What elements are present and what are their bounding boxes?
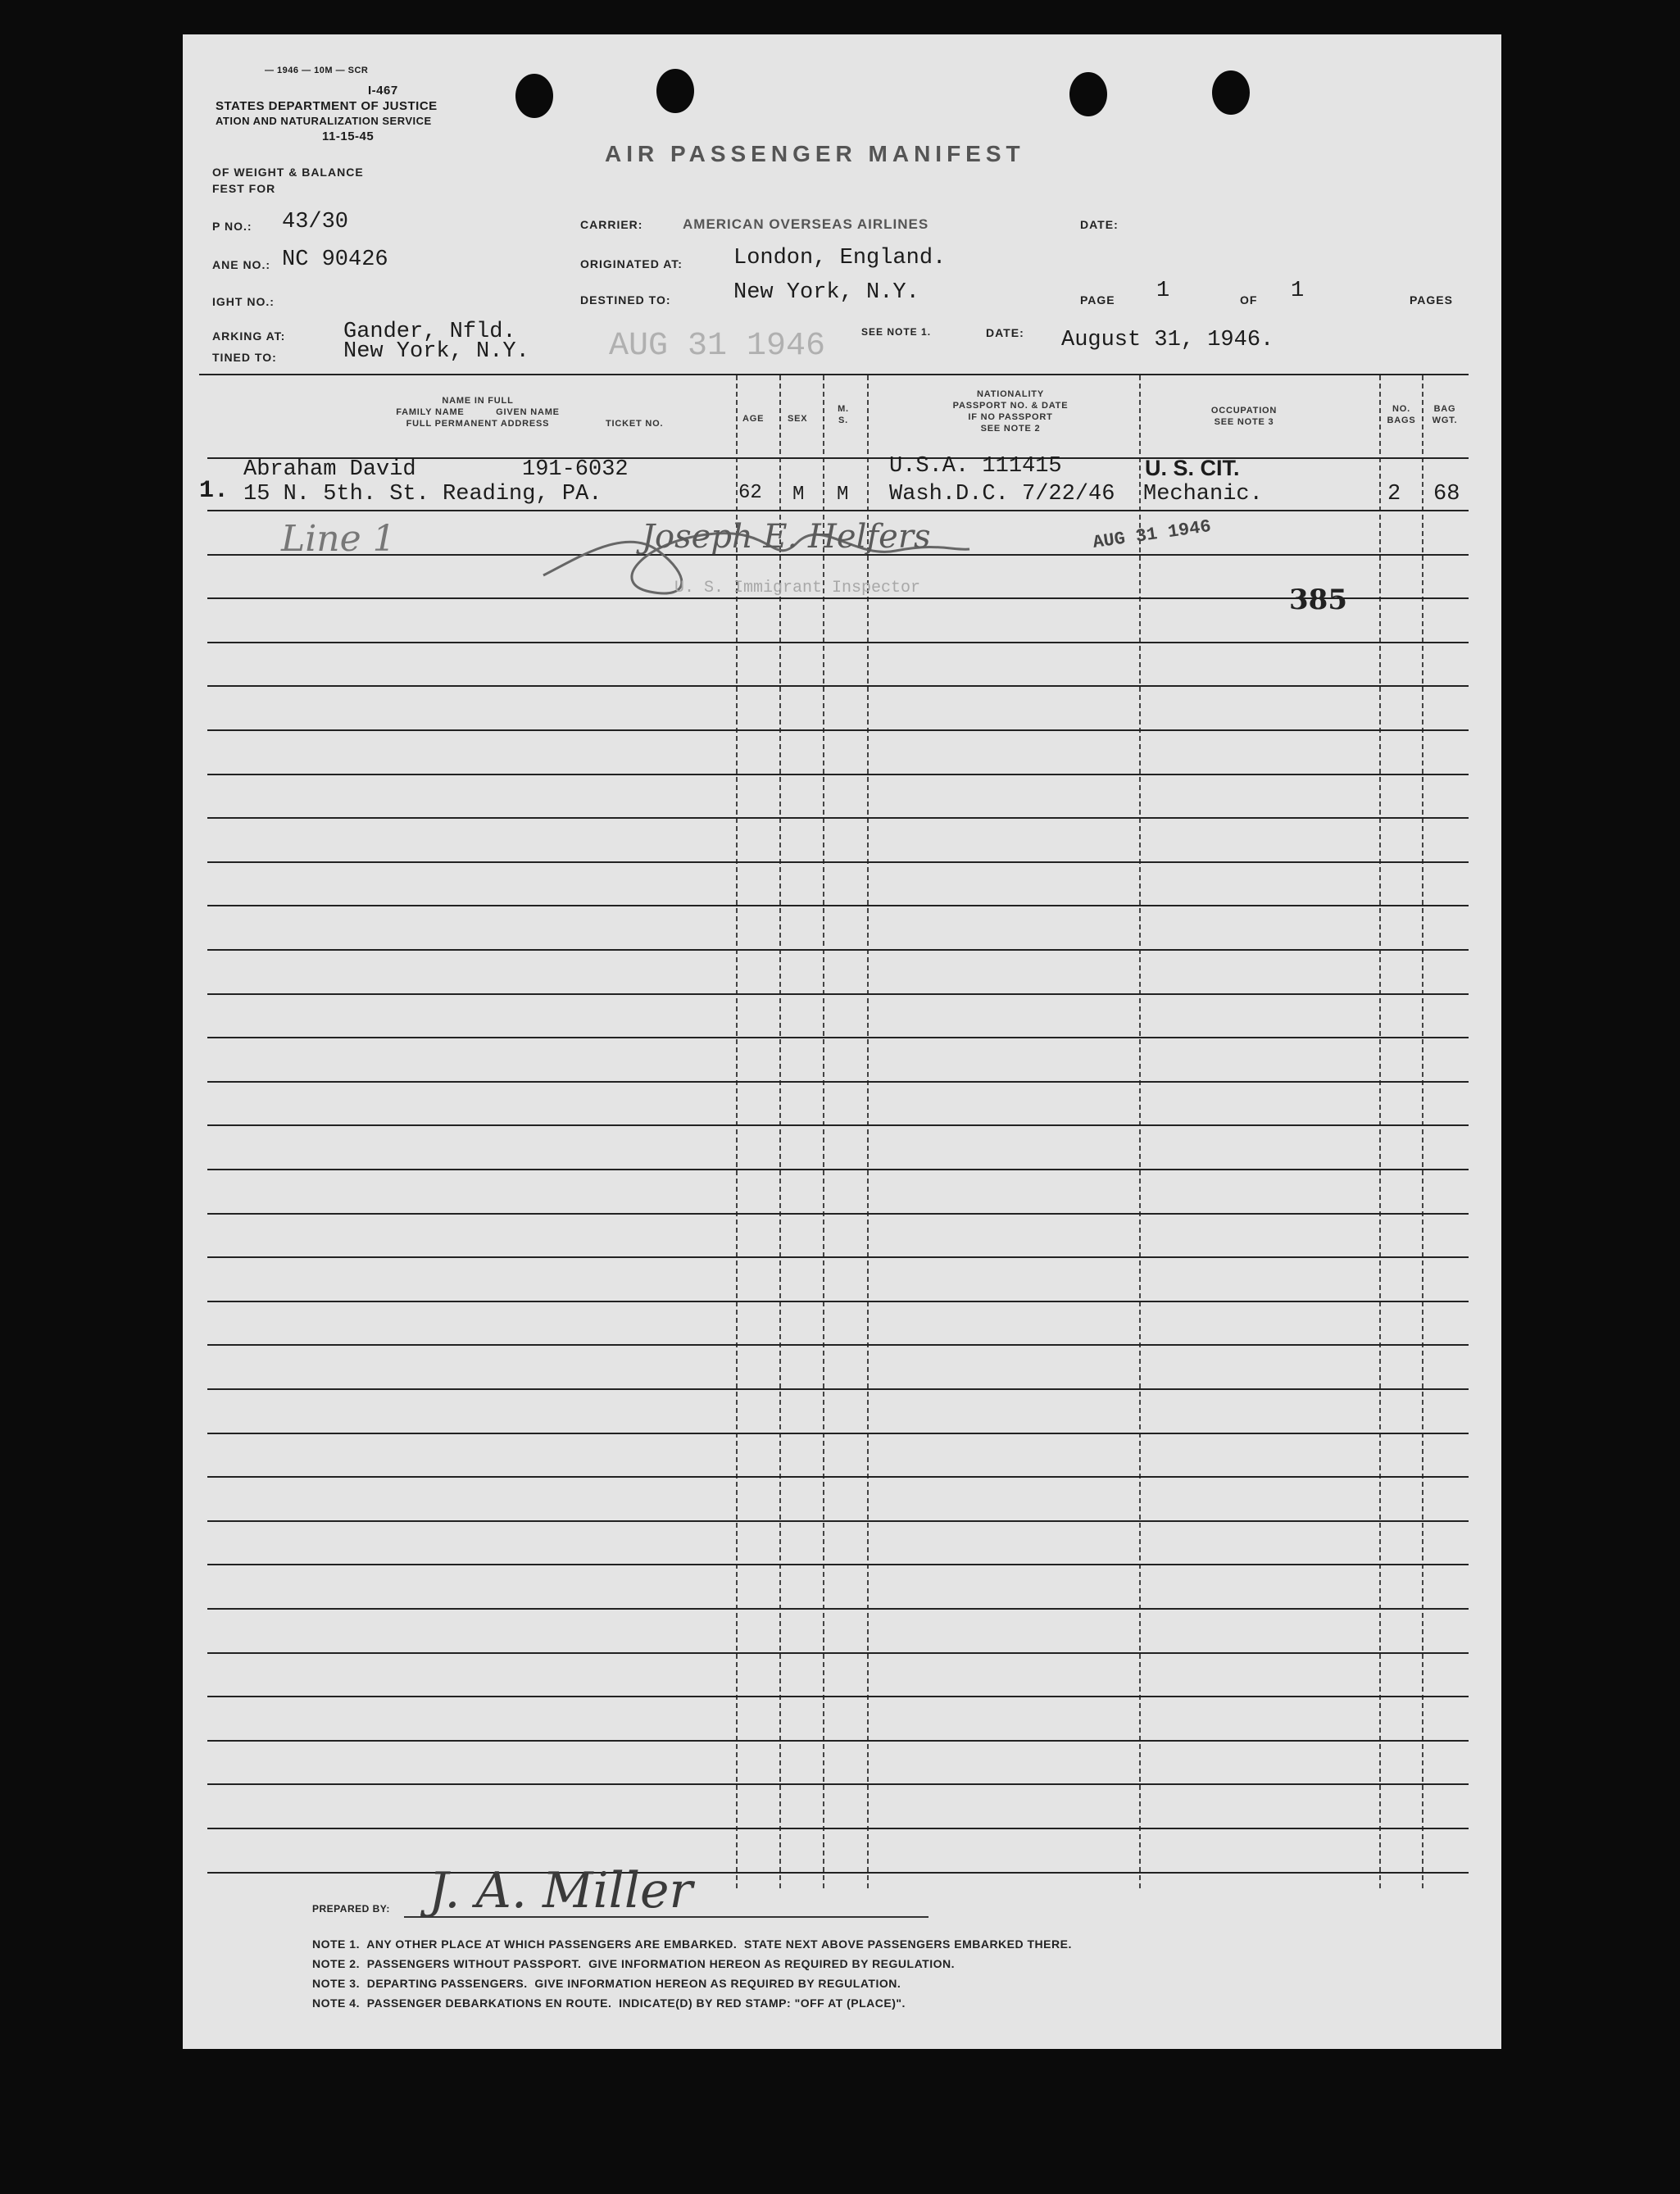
carrier-label: CARRIER: (580, 218, 643, 231)
origin-value: London, England. (733, 246, 947, 270)
date-label: DATE: (1080, 218, 1119, 231)
passenger-bags: 2 (1387, 482, 1401, 506)
ruled-line (207, 774, 1469, 775)
ruled-line (207, 1783, 1469, 1785)
ruled-line (207, 1169, 1469, 1170)
punch-hole (1069, 72, 1107, 116)
col-name-header: NAME IN FULL FAMILY NAME GIVEN NAME FULL PERMANENT ADDRESS (396, 396, 560, 429)
ruled-line (207, 1124, 1469, 1126)
col-divider (1139, 375, 1141, 1888)
passenger-passport-issue: Wash.D.C. 7/22/46 (889, 482, 1115, 506)
page-label: PAGE (1080, 293, 1115, 307)
col-bags-header: NO. BAGS (1387, 404, 1416, 425)
passenger-ms: M (837, 484, 849, 506)
ruled-line (207, 1696, 1469, 1697)
manifest-for-label: FEST FOR (212, 182, 276, 195)
col-nationality-header: NATIONALITY PASSPORT NO. & DATE IF NO PASSPORT SEE NOTE 2 (952, 389, 1069, 434)
ruled-line (207, 905, 1469, 906)
service-name: ATION AND NATURALIZATION SERVICE (216, 115, 432, 127)
table-top-border (199, 374, 1469, 375)
ruled-line (207, 1740, 1469, 1742)
agency-name: STATES DEPARTMENT OF JUSTICE (216, 99, 438, 113)
dest-label: DESTINED TO: (580, 293, 671, 307)
manifest-title: AIR PASSENGER MANIFEST (605, 141, 1025, 166)
ruled-line (207, 1344, 1469, 1346)
ruled-line (207, 1388, 1469, 1390)
form-date: 11-15-45 (322, 129, 375, 143)
ruled-line (207, 861, 1469, 863)
date2-label: DATE: (986, 326, 1024, 339)
received-stamp: AUG 31 1946 (1091, 516, 1213, 553)
ruled-line (207, 993, 1469, 995)
col-sex-header: SEX (788, 414, 808, 424)
ruled-line (207, 729, 1469, 731)
embarking-value: Gander, Nfld. (343, 320, 516, 344)
col-divider (1422, 375, 1423, 1888)
inspector-title-stamp: U. S. Immigrant Inspector (674, 579, 921, 597)
ruled-line (207, 1476, 1469, 1478)
prepared-by-signature: J. A. Miller (429, 1862, 693, 1919)
passenger-ticket: 191-6032 (522, 457, 629, 482)
ruled-line (207, 685, 1469, 687)
ruled-line (207, 1608, 1469, 1610)
trip-no-label: P NO.: (212, 220, 252, 233)
ruled-line (207, 1256, 1469, 1258)
dest-value: New York, N.Y. (733, 280, 919, 305)
col-ms-header: M. S. (838, 404, 849, 425)
ruled-line (207, 642, 1469, 643)
ruled-line (207, 949, 1469, 951)
date2-value: August 31, 1946. (1061, 328, 1274, 352)
destined-label: TINED TO: (212, 351, 277, 364)
passenger-number: 1. (199, 477, 229, 505)
page-value: 1 (1156, 279, 1170, 303)
passenger-occupation: Mechanic. (1143, 482, 1263, 506)
ruled-line (207, 1652, 1469, 1654)
note-3: NOTE 3. DEPARTING PASSENGERS. GIVE INFORMATION HEREON AS REQUIRED BY REGULATION. (312, 1977, 901, 1990)
col-age-header: AGE (742, 414, 765, 424)
plane-no-value: NC 90426 (282, 248, 388, 272)
punch-hole (515, 74, 553, 118)
note-1: NOTE 1. ANY OTHER PLACE AT WHICH PASSENGERS ARE EMBARKED. STATE NEXT ABOVE PASSENGERS EMBARKED THERE. (312, 1937, 1072, 1951)
ruled-line (207, 1520, 1469, 1522)
trip-no-value: 43/30 (282, 210, 349, 234)
carrier-value: AMERICAN OVERSEAS AIRLINES (683, 216, 929, 232)
plane-no-label: ANE NO.: (212, 258, 270, 271)
col-occupation-header: OCCUPATION SEE NOTE 3 (1210, 406, 1278, 427)
ruled-line (207, 1872, 1469, 1874)
ruled-line (207, 1213, 1469, 1215)
of-value: 1 (1291, 279, 1305, 303)
col-bagwt-header: BAG WGT. (1432, 404, 1458, 425)
ruled-line (207, 1564, 1469, 1565)
passenger-name: Abraham David (243, 457, 416, 482)
ruled-line (207, 1828, 1469, 1829)
passenger-address: 15 N. 5th. St. Reading, PA. (243, 482, 602, 506)
ruled-line (207, 1433, 1469, 1434)
embarking-label: ARKING AT: (212, 329, 286, 343)
weight-balance-label: OF WEIGHT & BALANCE (212, 166, 364, 179)
inspector-signature: Joseph E. Helfers (642, 518, 931, 556)
note-4: NOTE 4. PASSENGER DEBARKATIONS EN ROUTE. INDICATE(D) BY RED STAMP: "OFF AT (PLACE)". (312, 1996, 906, 2010)
form-code: — 1946 — 10M — SCR (265, 66, 369, 75)
ruled-line (207, 1037, 1469, 1038)
col-divider (1379, 375, 1381, 1888)
note-2: NOTE 2. PASSENGERS WITHOUT PASSPORT. GIVE INFORMATION HEREON AS REQUIRED BY REGULATION. (312, 1957, 955, 1970)
punch-hole (1212, 70, 1250, 115)
passenger-citizen: U. S. CIT. (1145, 456, 1240, 480)
punch-hole (656, 69, 694, 113)
ruled-line (207, 1301, 1469, 1302)
passenger-age: 62 (738, 482, 762, 504)
form-number: I-467 (368, 84, 398, 98)
col-ticket-header: TICKET NO. (606, 419, 664, 429)
prepared-by-label: PREPARED BY: (312, 1903, 390, 1915)
flight-no-label: IGHT NO.: (212, 295, 275, 308)
ruled-line (207, 1081, 1469, 1083)
manifest-sheet (183, 34, 1501, 2049)
sheet-number: 385 (1289, 584, 1347, 616)
see-note-label: SEE NOTE 1. (861, 326, 932, 338)
passenger-bag-weight: 68 (1433, 482, 1460, 506)
of-label: OF (1240, 293, 1258, 307)
passenger-sex: M (792, 484, 805, 506)
origin-label: ORIGINATED AT: (580, 257, 683, 270)
date-stamp: AUG 31 1946 (609, 328, 826, 365)
passenger-passport: U.S.A. 111415 (889, 454, 1062, 479)
ruled-line (207, 817, 1469, 819)
pages-label: PAGES (1410, 293, 1453, 307)
handwritten-line-note: Line 1 (281, 518, 396, 560)
destined-value: New York, N.Y. (343, 339, 529, 364)
